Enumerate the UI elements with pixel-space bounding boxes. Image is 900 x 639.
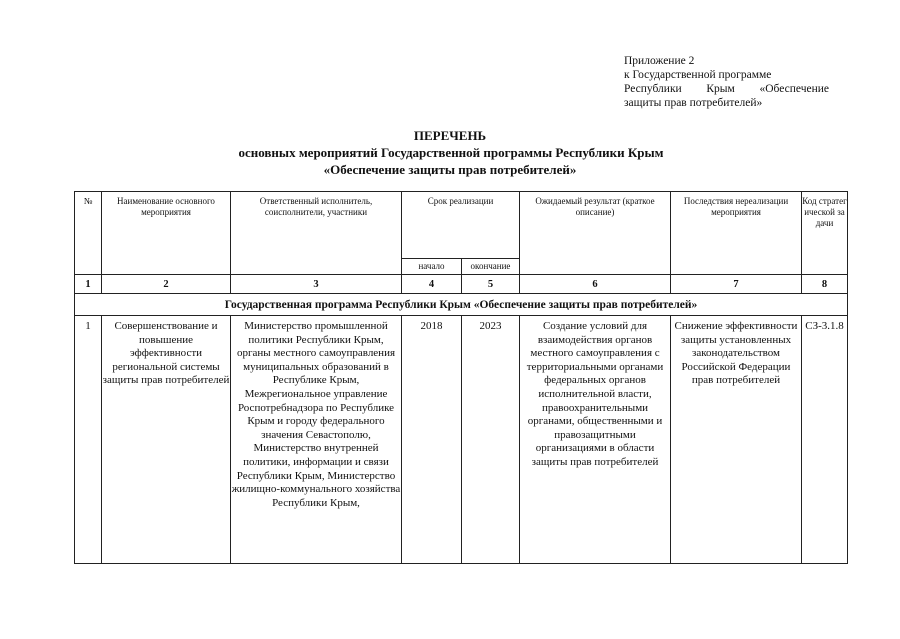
header-period: Срок реализации [402, 192, 520, 259]
column-number: 4 [402, 275, 462, 294]
column-number: 8 [802, 275, 848, 294]
header-row [75, 192, 848, 259]
column-number: 3 [231, 275, 402, 294]
header-no: № [75, 192, 102, 275]
column-numbers-row [75, 275, 848, 294]
column-number: 2 [102, 275, 231, 294]
row-start-year: 2018 [402, 316, 462, 564]
section-row [75, 294, 848, 316]
header-end: окончание [462, 259, 520, 275]
header-start: начало [402, 259, 462, 275]
appendix-line-2: к Государственной программе [624, 69, 772, 81]
appendix-note [624, 54, 829, 110]
appendix-line-4: защиты прав потребителей» [624, 97, 763, 109]
row-measure-name: Совершенствование и повышение эффективности региональной системы защиты прав потребителей [102, 316, 231, 564]
column-number: 6 [520, 275, 671, 294]
table-row [75, 316, 848, 564]
row-strategic-code: СЗ-3.1.8 [802, 316, 848, 564]
row-end-year: 2023 [462, 316, 520, 564]
header-result: Ожидаемый результат (краткое описание) [520, 192, 671, 275]
column-number: 1 [75, 275, 102, 294]
row-executor: Министерство промышленной политики Республики Крым, органы местного самоуправления муниципальных образований в Республике Крым, Межрегиональное управление Роспотребнадзора по Республике Крым и городу федерального значения Севастополю, Министерство внутренней политики, информации и связи Республики Крым, Министерство жилищно-коммунального хозяйства Республики Крым, [231, 316, 402, 564]
column-number: 5 [462, 275, 520, 294]
title-heading: ПЕРЕЧЕНЬ [413, 128, 487, 143]
column-number: 7 [671, 275, 802, 294]
row-expected-result: Создание условий для взаимодействия органов местного самоуправления с территориальными органами федеральных органов исполнительной власти, правоохранительными органами, общественными и правозащитными организациями в области защиты прав потребителей [520, 316, 671, 564]
header-executor: Ответственный исполнитель, соисполнители, участники [231, 192, 402, 275]
appendix-line-1: Приложение 2 [624, 55, 695, 67]
header-code: Код стратегической задачи [802, 192, 848, 275]
title-line-2: основных мероприятий Государственной программы Республики Крым [238, 145, 664, 160]
section-title: Государственная программа Республики Крым «Обеспечение защиты прав потребителей» [75, 294, 848, 316]
row-consequences: Снижение эффективности защиты установленных законодательством Российской Федерации прав потребителей [671, 316, 802, 564]
measures-table [74, 191, 848, 564]
header-name: Наименование основного мероприятия [102, 192, 231, 275]
document-title [0, 128, 900, 178]
appendix-line-3: Республики Крым «Обеспечение [624, 83, 829, 95]
header-consequences: Последствия нереализации мероприятия [671, 192, 802, 275]
row-number: 1 [75, 316, 102, 564]
title-line-3: «Обеспечение защиты прав потребителей» [323, 162, 577, 177]
